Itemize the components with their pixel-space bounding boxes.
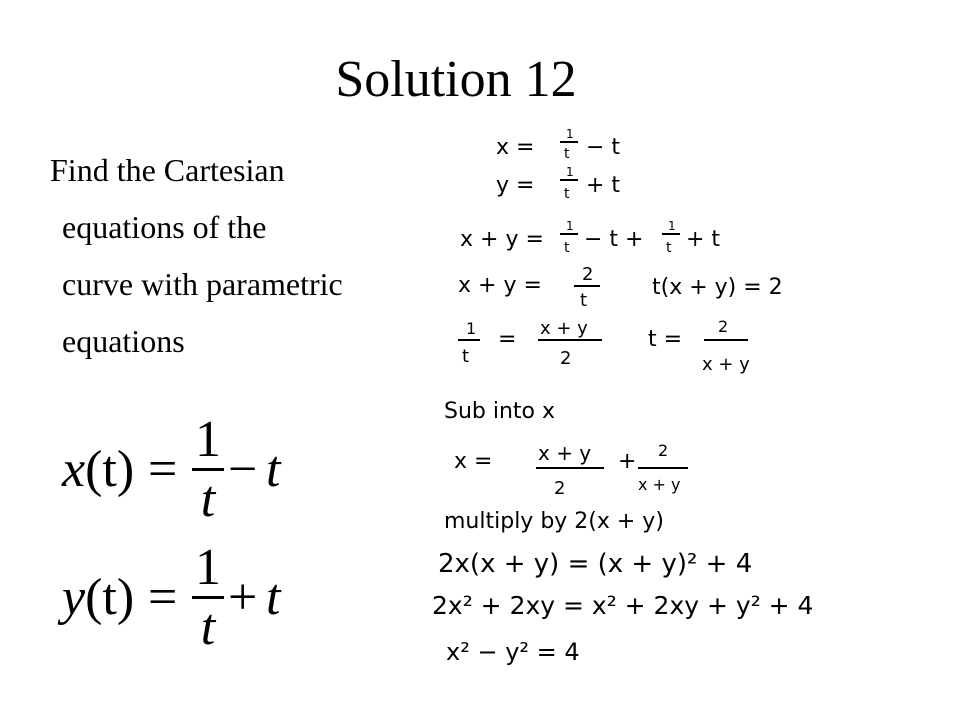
- frac-denominator: 2: [560, 348, 572, 369]
- eq-sign: =: [148, 569, 178, 626]
- frac-denominator: t: [564, 186, 570, 202]
- svg-text:t =: t =: [648, 327, 683, 352]
- eq-function: y: [62, 569, 86, 626]
- svg-text:x =: x =: [496, 135, 535, 160]
- working-line-11: x² − y² = 4: [446, 638, 580, 666]
- eq-denominator: t: [200, 471, 216, 528]
- eq-operator: −: [228, 441, 258, 498]
- frac-numerator: 2: [718, 317, 729, 336]
- svg-text:t(x + y) = 2: t(x + y) = 2: [652, 275, 783, 300]
- frac-denominator: 2: [554, 478, 566, 499]
- working-line-8: multiply by 2(x + y): [444, 509, 664, 534]
- slide-title: Solution 12: [335, 51, 577, 108]
- frac-numerator: 2: [658, 441, 669, 460]
- svg-text:+ t: + t: [586, 173, 621, 198]
- svg-text:− t +: − t +: [584, 227, 644, 252]
- svg-text:x =: x =: [454, 449, 493, 474]
- eq-argument: (t): [85, 569, 135, 626]
- eq-function: x: [62, 441, 86, 498]
- svg-text:+ t: + t: [686, 227, 721, 252]
- working-line-5: [458, 317, 750, 375]
- eq-sign: =: [148, 441, 178, 498]
- frac-denominator: x + y: [638, 475, 681, 494]
- prompt-line: equations: [62, 323, 185, 359]
- working-line-3: [460, 219, 720, 256]
- working-line-9: 2x(x + y) = (x + y)² + 4: [438, 549, 753, 579]
- svg-text:=: =: [498, 327, 517, 352]
- frac-denominator: t: [564, 146, 570, 162]
- frac-numerator: 1: [566, 127, 574, 141]
- prompt-line: equations of the: [62, 209, 267, 245]
- working-line-7: [454, 441, 688, 499]
- svg-text:− t: − t: [586, 135, 621, 160]
- frac-denominator: t: [666, 240, 672, 256]
- frac-numerator: 1: [668, 219, 676, 233]
- eq-denominator: t: [200, 599, 216, 656]
- frac-denominator: t: [564, 240, 570, 256]
- eq-numerator: 1: [195, 539, 221, 596]
- svg-text:y =: y =: [496, 173, 535, 198]
- prompt-line: Find the Cartesian: [50, 152, 285, 188]
- working-line-2: [496, 165, 620, 202]
- eq-operator: +: [228, 569, 258, 626]
- eq-variable: t: [266, 569, 281, 626]
- eq-argument: (t): [85, 441, 135, 498]
- frac-denominator: t: [462, 346, 470, 367]
- working-line-10: 2x² + 2xy = x² + 2xy + y² + 4: [432, 591, 814, 620]
- working-line-6: Sub into x: [444, 399, 556, 424]
- svg-text:x + y =: x + y =: [458, 273, 542, 298]
- svg-text:x + y =: x + y =: [460, 227, 544, 252]
- working-line-4: [458, 264, 783, 311]
- working-line-1: [496, 127, 620, 162]
- frac-numerator: 1: [466, 319, 477, 338]
- frac-denominator: x + y: [702, 354, 750, 375]
- prompt-line: curve with parametric: [62, 266, 343, 302]
- frac-denominator: t: [580, 290, 588, 311]
- eq-numerator: 1: [195, 411, 221, 468]
- frac-numerator: x + y: [538, 441, 592, 465]
- frac-numerator: 1: [566, 165, 574, 179]
- frac-numerator: x + y: [540, 318, 588, 339]
- svg-text:+: +: [618, 449, 637, 474]
- frac-numerator: 2: [582, 264, 594, 285]
- eq-variable: t: [266, 441, 281, 498]
- frac-numerator: 1: [566, 219, 574, 233]
